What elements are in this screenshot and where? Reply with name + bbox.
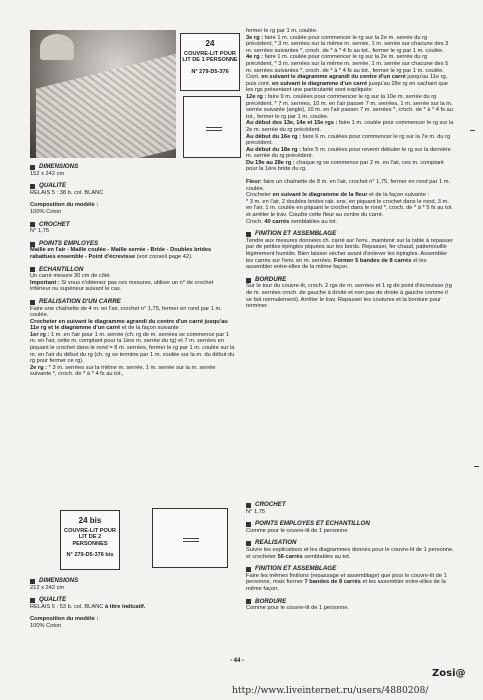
rg1-text: 1 m. en l'air pour 1 m. serrée (ch. rg de m. serrées se commence par 1 m. en l'air, cette m. comptant pour la 1ère m. serrée du rg) et 7 m. serrées en piquant le crochet dans le rond = 8 m. serrées, fermer le rg par 1 m. coulée sur la m. en l'air du début du rg (ch. rg se termine par 1 m. coulée sur la m. du début du rg pour fermer ce rg). — [30, 331, 235, 365]
bordure2-section — [246, 599, 454, 612]
lamp-shape — [40, 34, 74, 60]
cont-pre: Cont. — [246, 74, 260, 81]
right-column-bottom — [246, 502, 454, 612]
bordure-section — [246, 277, 454, 310]
finition2-bold: 7 bandes de 8 carrés — [304, 579, 361, 586]
realisation2-pre: Suivre les explications et les diagrammes donnés pour le couvre-lit de 1 personne, et crocheter — [246, 546, 454, 560]
fleur-label: Fleur: — [246, 179, 262, 186]
bullet-square-icon — [30, 165, 35, 170]
finition-section — [246, 231, 454, 271]
points-heading-text: POINTS EMPLOYES — [39, 239, 99, 247]
bullet-square-icon — [246, 522, 251, 527]
dimensions2-heading-text: DIMENSIONS — [39, 577, 79, 584]
qualite-heading — [30, 183, 235, 190]
bordure2-heading — [246, 599, 454, 606]
rg1-label: 1er rg : — [30, 331, 50, 338]
bullet-square-icon — [246, 541, 251, 546]
realisation-intro: Faire une chaînette de 4 m. en l'air, crochet n° 1,75, fermer en rond par 1 m. coulée. — [30, 305, 222, 319]
important-text: Si vous n'obtenez pas ces mesures, utiliser un n° de crochet inférieur ou supérieur suivant le cas. — [30, 279, 214, 293]
fleur-cont-pre: Crocheter — [246, 192, 271, 199]
model-number: 24 — [205, 39, 215, 48]
croch40-pre: Croch. — [246, 218, 263, 225]
finition2-section — [246, 566, 454, 592]
qualite2-value: RELAIS 5 : 53 b. col. BLANC — [30, 603, 104, 610]
bordure-heading-text: BORDURE — [255, 275, 287, 283]
bedspread-texture — [36, 51, 176, 158]
rg16-label: Au début du 16e rg : — [246, 133, 301, 140]
left-column — [30, 164, 235, 378]
rg18-label: Au début du 18e rg : — [246, 146, 301, 153]
realisation2-heading — [246, 540, 454, 547]
crochet2-value: N° 1,75 — [246, 508, 266, 515]
model-bis-number: 24 bis — [78, 516, 102, 525]
dimensions2-value: 212 x 242 cm — [30, 584, 65, 591]
fleur-cont-tail: et de la façon suivante : — [369, 192, 430, 199]
rg16-text: faire 6 m. coulées pour commencer le rg sur la 7e m. du rg précédent. — [246, 133, 451, 147]
crochet-section — [30, 222, 235, 235]
continued-text: fermer le rg par 1 m. coulée. — [246, 28, 318, 34]
realisation2-tail: semblables au tot. — [304, 553, 351, 560]
crochet-heading — [30, 222, 235, 229]
diagram-mark — [206, 127, 222, 131]
qualite2-note: à titre indicatif. — [104, 603, 146, 610]
points2-section — [246, 521, 454, 534]
model-bis-ref: N° 279-D5-376 bis — [66, 552, 114, 559]
finition2-heading — [246, 566, 454, 573]
important-label: Important : — [30, 279, 60, 286]
finition2-pre: Faire les mêmes finitions (repassage et assemblage) que pour le couvre-lit de 1 personne, mais former — [246, 572, 447, 586]
finition2-tail: et les assembler entre-elles de la même façon. — [246, 579, 446, 592]
rg2-label: 2e rg : — [30, 364, 48, 371]
left-column-bottom — [30, 578, 235, 630]
bordure2-value: Comme pour le couvre-lit de 1 personne. — [246, 605, 350, 612]
bullet-square-icon — [246, 278, 251, 283]
rg12-text: faire 9 m. coulées pour commencer le rg sur la 10e m. serrée du rg précédent, * 7 m. serrées, 10 m. en l'air passer 7 m. serrées, 1 m. serrée sur la m. serrée suivante (angle), 10 m. en l'air passer 7 m. serrées *, croch. de * à * 4 fs au tot., fermer le rg par 1 m. coulée. — [246, 93, 453, 120]
qualite-value: RELAIS 5 : 38 b. col. BLANC — [30, 189, 104, 196]
dimensions-heading-text: DIMENSIONS — [39, 163, 79, 170]
dimensions2-heading — [30, 578, 235, 585]
crochet-heading-text: CROCHET — [39, 220, 70, 228]
bedspread-photo — [30, 30, 176, 158]
right-column — [246, 28, 454, 310]
points2-heading-text: POINTS EMPLOYES ET ECHANTILLON — [255, 520, 370, 528]
rg2-text: * 3 m. serrées sur la même m. serrée, 1 m. serrée sur la m. serrée suivante *, croch. de * à * 4 fs au tot., — [30, 364, 216, 378]
diagram-bis-placeholder — [152, 508, 228, 568]
points-heading — [30, 241, 235, 248]
bullet-square-icon — [30, 598, 35, 603]
croch40-bold: 40 carrés — [264, 218, 290, 225]
realisation2-heading-text: REALISATION — [255, 539, 297, 547]
points2-value: Comme pour le couvre-lit de 1 personne — [246, 527, 348, 534]
bordure-heading — [246, 277, 454, 284]
bullet-square-icon — [30, 222, 35, 227]
realisation2-section — [246, 540, 454, 560]
points2-heading — [246, 521, 454, 528]
composition2-section — [30, 616, 235, 629]
signature: Zosi@ — [432, 668, 466, 679]
model-info-box — [180, 33, 240, 91]
echantillon-line: Un carré mesure 30 cm de côté. — [30, 273, 112, 280]
realisation-section — [30, 299, 235, 378]
dimensions-value: 152 x 242 cm — [30, 170, 65, 177]
qualite-section — [30, 183, 235, 196]
rg3-text: faire 1 m. coulée pour commencer le rg sur la 2e m. serrée du rg précédent, * 3 m. serrées sur la même m. serrée, 1 m. serrée sur chacune des 3 m. serrées suivantes *, croch. de * à * 4 fs au tot., fermer le rg par 1 m. coulée. — [246, 34, 449, 54]
composition2-label: Composition du modèle : — [30, 616, 99, 623]
finition-text2: et les assembler entre-elles de la même façon. — [246, 257, 427, 271]
bordure2-heading-text: BORDURE — [255, 597, 287, 605]
rg4-text: faire 1 m. coulée pour commencer le rg sur la 2e m. serrée du rg précédent, * 3 m. serrées sur la même m. serrée, 1 m. serrée sur chacune des 5 m. serrées suivantes *, croch. de * à * 4 fs au tot., fermer le rg par 1 m. coulée. — [246, 54, 449, 74]
cont-mid: jusqu'au 11e rg, puis cont. — [246, 74, 448, 87]
rg19-text: chaque rg se commence par 2 m. en l'air, ces m. comptant pour la 1ère bride du rg. — [246, 159, 444, 173]
page-number: - 44 - — [230, 658, 245, 664]
dimensions2-section — [30, 578, 235, 591]
crochet-value: N° 1,75 — [30, 228, 50, 235]
composition2-value: 100% Coton — [30, 622, 62, 629]
model-bis-label: COUVRE-LIT POUR LIT DE 2 PERSONNES — [64, 528, 116, 547]
cont-bold1: en suivant le diagramme agrandi du centre d'un carré — [261, 74, 406, 81]
margin-mark — [470, 130, 475, 131]
model-label: COUVRE-LIT POUR LIT DE 1 PERSONNE — [182, 51, 238, 64]
points-section — [30, 241, 235, 261]
rg19-label: Du 19e au 28e rg : — [246, 159, 295, 166]
margin-mark — [474, 466, 479, 467]
realisation-bold-intro: Crocheter en suivant le diagramme agrandi du centre d'un carré jusqu'au 11e rg et le diagramme d'un carré — [30, 318, 228, 332]
bullet-square-icon — [246, 599, 251, 604]
source-url[interactable]: http://www.liveinternet.ru/users/4880208/ — [232, 685, 429, 696]
dimensions-heading — [30, 164, 235, 171]
rg12-label: 12e rg : — [246, 93, 267, 100]
crochet2-heading-text: CROCHET — [255, 501, 286, 508]
qualite-heading-text: QUALITE — [39, 182, 67, 190]
finition-bold: Former 5 bandes de 8 carrés — [333, 257, 412, 264]
composition-label: Composition du modèle : — [30, 202, 99, 209]
rg4-label: 4e rg : — [246, 54, 264, 61]
diagram-bis-mark — [183, 538, 199, 542]
fleur-text: faire un chaînette de 8 m. en l'air, crochet n° 1,75, fermer en rond par 1 m. coulée. — [246, 179, 451, 192]
crochet2-heading — [246, 502, 454, 509]
dimensions-section — [30, 164, 235, 177]
echantillon-heading — [30, 267, 235, 274]
bullet-square-icon — [30, 579, 35, 584]
qualite2-heading-text: QUALITE — [39, 596, 67, 604]
realisation2-bold: 56 carrés — [277, 553, 303, 560]
model-ref: N° 279-D5-376 — [191, 68, 229, 75]
rg3-label: 3e rg : — [246, 34, 264, 41]
diagram-placeholder — [183, 96, 241, 158]
echantillon-heading-text: ECHANTILLON — [39, 265, 84, 273]
finition-heading-text: FINITION ET ASSEMBLAGE — [255, 230, 337, 238]
composition-value: 100% Coton — [30, 208, 62, 215]
bordure-text: Sur le tour du couvre-lit, croch. 2 rgs de m. serrées et 1 rg de point d'écrevisse (rg de m. serrées croch. de gauche à droite et non pas de droite à gauche comme il se fait normalement). Arrêter le trav. Repasser les coutures et la bordure pour terminer. — [246, 283, 452, 310]
fleur-detail: * 3 m. en l'air, 2 doubles brides rab. ens. en piquant le crochet dans le rond, 3 m. en l'air, 1 m. coulée en piquant le crochet dans le rond *, croch. de * à * 5 fs au tot. et arrêter le trav. Coudre cette fleur au centre du carré. — [246, 198, 453, 219]
cont-tail: jusqu'au 28e rg en sachant que les rgs présentant une particularité sont expliqués: — [246, 80, 448, 94]
bullet-square-icon — [246, 503, 251, 508]
points-list: Maille en l'air - Maille coulée - Maille serrée - Bride - Doubles brides rabattues ensemble - Point d'écrevisse — [30, 247, 212, 260]
echantillon-section — [30, 267, 235, 293]
rg13-label: Au début des 13e, 14e et 15e rgs : — [246, 120, 338, 127]
croch40-tail: semblables au tot. — [290, 218, 338, 225]
bullet-square-icon — [246, 232, 251, 237]
realisation-bold-tail: et de la façon suivante : — [121, 325, 182, 332]
model-bis-info-box — [60, 510, 120, 570]
realisation-heading — [30, 299, 235, 306]
bullet-square-icon — [246, 567, 251, 572]
composition-section — [30, 202, 235, 215]
bullet-square-icon — [30, 267, 35, 272]
fleur-cont-bold: en suivant le diagramme de la fleur — [272, 192, 368, 199]
realisation-heading-text: REALISATION D'UN CARRE — [39, 297, 121, 305]
bullet-square-icon — [30, 242, 35, 247]
qualite2-heading — [30, 597, 235, 604]
crochet2-section — [246, 502, 454, 515]
bullet-square-icon — [30, 300, 35, 305]
points-note: (voir conseil page 42). — [136, 253, 193, 260]
rg13-text: faire 1 m. coulée pour commencer le rg sur la 2e m. serrée du rg précédent. — [246, 120, 454, 133]
finition-text1: Tendre aux mesures données ch. carré sur l'env., maintenir sur la table à repasser par de petites épingles piquées sur les bords. Repasser, fer chaud, pattemouille légèrement humide. Bien laisser sécher avant d'enlever les épingles. Assembler les carrés sur l'env. en m. serrées. — [246, 237, 453, 264]
finition-heading — [246, 231, 454, 238]
bullet-square-icon — [30, 184, 35, 189]
finition2-heading-text: FINITION ET ASSEMBLAGE — [255, 565, 337, 573]
rg18-text: faire 5 m. coulées pour revenir débuter le rg sur la dernière m. serrée du rg précédent. — [246, 146, 451, 160]
cont-bold2: en suivant le diagramme d'un carré — [271, 80, 368, 87]
qualite2-section — [30, 597, 235, 610]
